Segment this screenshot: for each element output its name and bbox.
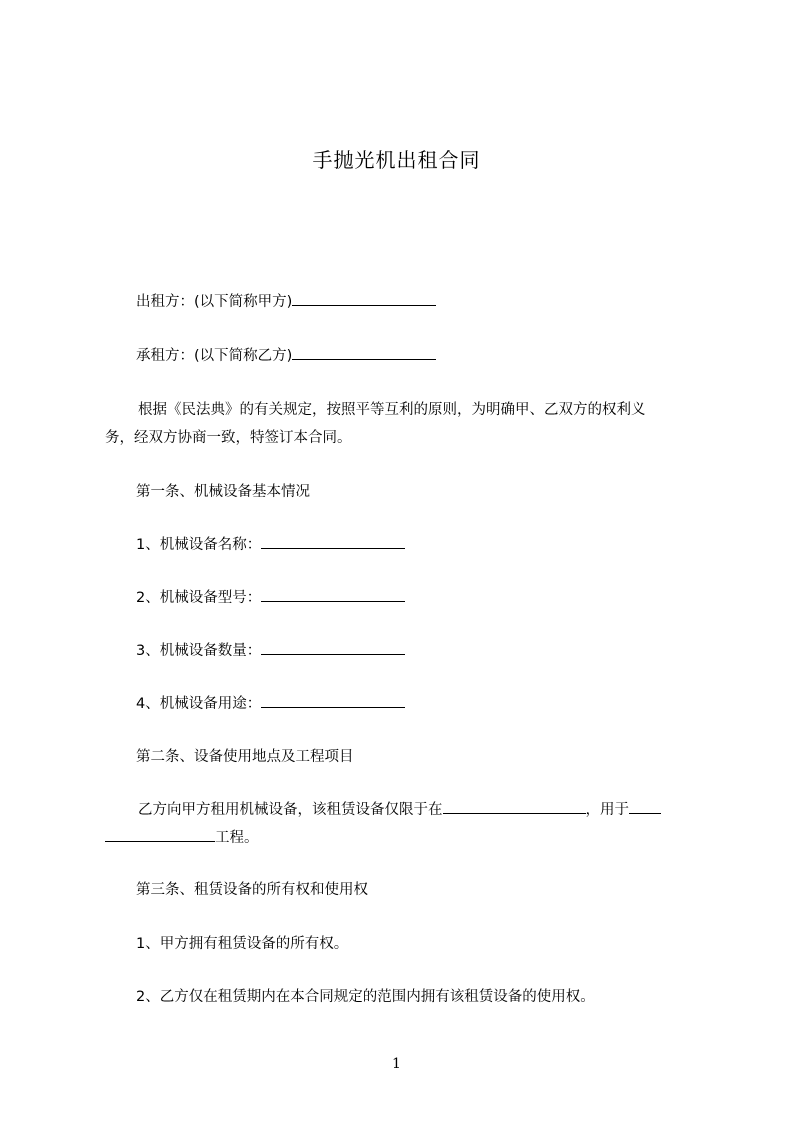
article2-paragraph <box>105 796 705 852</box>
item3-blank <box>261 640 405 655</box>
item1-line <box>136 533 405 554</box>
item2-line <box>136 586 405 607</box>
article2-text-b: ，用于 <box>585 802 629 818</box>
intro-paragraph <box>105 396 705 452</box>
article1-title: 第一条、机械设备基本情况 <box>136 484 310 500</box>
item4-line <box>136 692 405 713</box>
lessee-line <box>136 344 436 365</box>
item1-blank <box>261 534 405 549</box>
article3-item1: 1、甲方拥有租赁设备的所有权。 <box>136 936 349 952</box>
lessor-line <box>136 290 436 311</box>
lessee-label: 承租方：(以下简称乙方) <box>136 348 293 364</box>
document-title: 手抛光机出租合同 <box>312 148 481 172</box>
item2-blank <box>261 587 405 602</box>
item1-label: 1、机械设备名称： <box>136 537 262 553</box>
article3-item2: 2、乙方仅在租赁期内在本合同规定的范围内拥有该租赁设备的使用权。 <box>136 989 595 1005</box>
intro-text-line1: 根据《民法典》的有关规定，按照平等互利的原则，为明确甲、乙双方的权利义 <box>138 402 646 418</box>
lessor-blank <box>292 291 436 306</box>
item4-blank <box>261 693 405 708</box>
article2-text-a: 乙方向甲方租用机械设备，该租赁设备仅限于在 <box>138 802 443 818</box>
item4-label: 4、机械设备用途： <box>136 696 262 712</box>
article2-project-blank-2 <box>105 827 215 842</box>
lessee-blank <box>292 345 436 360</box>
article3-title: 第三条、租赁设备的所有权和使用权 <box>136 882 368 898</box>
article2-location-blank <box>443 799 586 814</box>
item3-line <box>136 639 405 660</box>
intro-text-line2: 务，经双方协商一致，特签订本合同。 <box>105 430 352 446</box>
article2-text-c: 工程。 <box>215 830 259 846</box>
article2-title: 第二条、设备使用地点及工程项目 <box>136 749 354 765</box>
item2-label: 2、机械设备型号： <box>136 590 262 606</box>
lessor-label: 出租方：(以下简称甲方) <box>136 294 293 310</box>
item3-label: 3、机械设备数量： <box>136 643 262 659</box>
article2-project-blank-1 <box>629 799 661 814</box>
page-number: 1 <box>392 1056 401 1072</box>
